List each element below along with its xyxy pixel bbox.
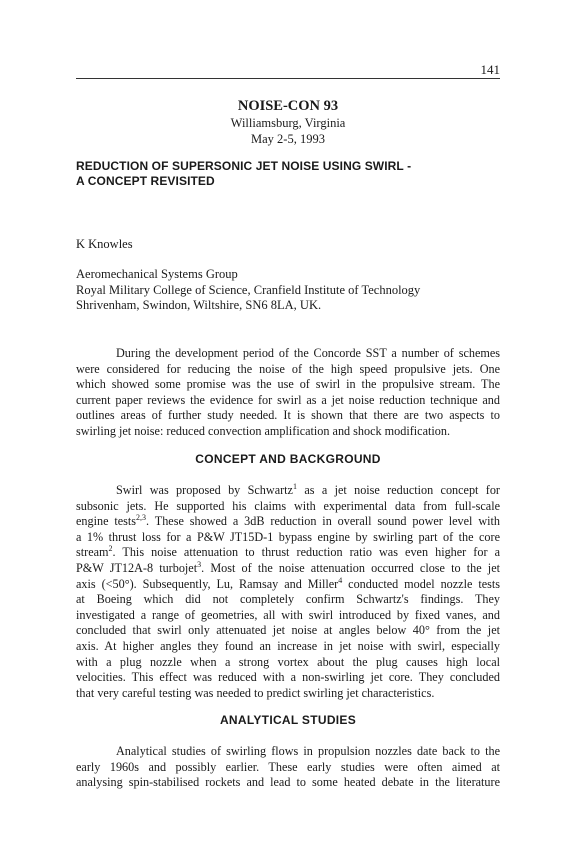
- author-affiliation: [76, 267, 420, 314]
- concept-line: at Boeing which did not completely confirm Schwartz's findings. They: [76, 592, 500, 607]
- abstract-line: outlines areas of further study needed. It is shown that there are two aspects to: [76, 408, 500, 423]
- conference-dates: May 2-5, 1993: [251, 132, 325, 146]
- concept-line: concluded that swirl only attenuated jet noise at angles below 40° from the jet: [76, 623, 500, 638]
- abstract-line: swirling jet noise: reduced convection amplification and shock modification.: [76, 423, 450, 438]
- paper-author: K Knowles: [76, 237, 133, 251]
- abstract-line: During the development period of the Concorde SST a number of schemes: [116, 346, 500, 360]
- conference-name: NOISE-CON 93: [237, 98, 339, 114]
- conference-header: [76, 97, 500, 147]
- concept-line: axis (<50°). Subsequently, Lu, Ramsay and Miller$^4$ conducted model nozzle tests: [76, 575, 500, 591]
- concept-line: engine tests$^{2,3}$. These showed a 3dB reduction in overall sound power level with: [76, 513, 500, 529]
- abstract-paragraph: [76, 346, 500, 440]
- affiliation-line: Aeromechanical Systems Group: [76, 267, 238, 281]
- concept-line: P&W JT12A-8 turbojet$^3$. Most of the noise attenuation occurred close to the jet: [76, 559, 500, 575]
- concept-line: axis. At higher angles they found an increase in jet noise with swirl, especially: [76, 638, 500, 653]
- concept-paragraph: [76, 483, 500, 701]
- analytical-line: analysing spin-stabilised rockets and lead to some heated debate in the literature: [76, 775, 500, 790]
- page-number: 141: [480, 62, 500, 77]
- analytical-line: early 1960s and possibly earlier. These early studies were often aimed at: [76, 759, 500, 774]
- concept-line: a 1% thrust loss for a P&W JT15D-1 bypass engine by swirling part of the core: [76, 529, 500, 544]
- concept-line: that very careful testing was needed to predict swirling jet characteristics.: [76, 685, 435, 700]
- paper-title: [76, 159, 516, 189]
- abstract-line: were considered for reducing the noise of the high speed propulsive jets. One: [76, 361, 500, 376]
- concept-line: subsonic jets. He supported his claims with experimental data from full-scale: [76, 498, 500, 513]
- header-rule: [76, 78, 500, 79]
- abstract-line: current paper reviews the evidence for swirl as a jet noise reduction technique and: [76, 392, 500, 407]
- paper-title-line-1: REDUCTION OF SUPERSONIC JET NOISE USING SWIRL -: [76, 159, 412, 173]
- section-heading-concept: CONCEPT AND BACKGROUND: [195, 452, 381, 466]
- paper-title-line-2: A CONCEPT REVISITED: [76, 174, 215, 188]
- abstract-line: which showed some promise was the use of swirl in the propulsive stream. The: [76, 377, 500, 392]
- concept-line: investigated a range of geometries, all with swirl introduced by fixed vanes, and: [76, 607, 500, 622]
- affiliation-line: Royal Military College of Science, Cranfield Institute of Technology: [76, 282, 421, 297]
- analytical-paragraph: [76, 744, 500, 791]
- analytical-line: Analytical studies of swirling flows in propulsion nozzles date back to the: [116, 744, 500, 758]
- concept-line: velocities. This effect was reduced with a non-swirling jet core. They concluded: [76, 670, 500, 685]
- affiliation-line: Shrivenham, Swindon, Wiltshire, SN6 8LA, UK.: [76, 298, 322, 312]
- section-heading-analytical: ANALYTICAL STUDIES: [219, 713, 357, 727]
- concept-line: stream$^2$. This noise attenuation to thrust reduction ratio was even higher for a: [76, 544, 500, 560]
- concept-line: Swirl was proposed by Schwartz$^1$ as a jet noise reduction concept for: [116, 481, 500, 497]
- conference-location: Williamsburg, Virginia: [230, 116, 346, 130]
- concept-line: with a plug nozzle when a strong vortex about the plug causes high local: [76, 654, 500, 669]
